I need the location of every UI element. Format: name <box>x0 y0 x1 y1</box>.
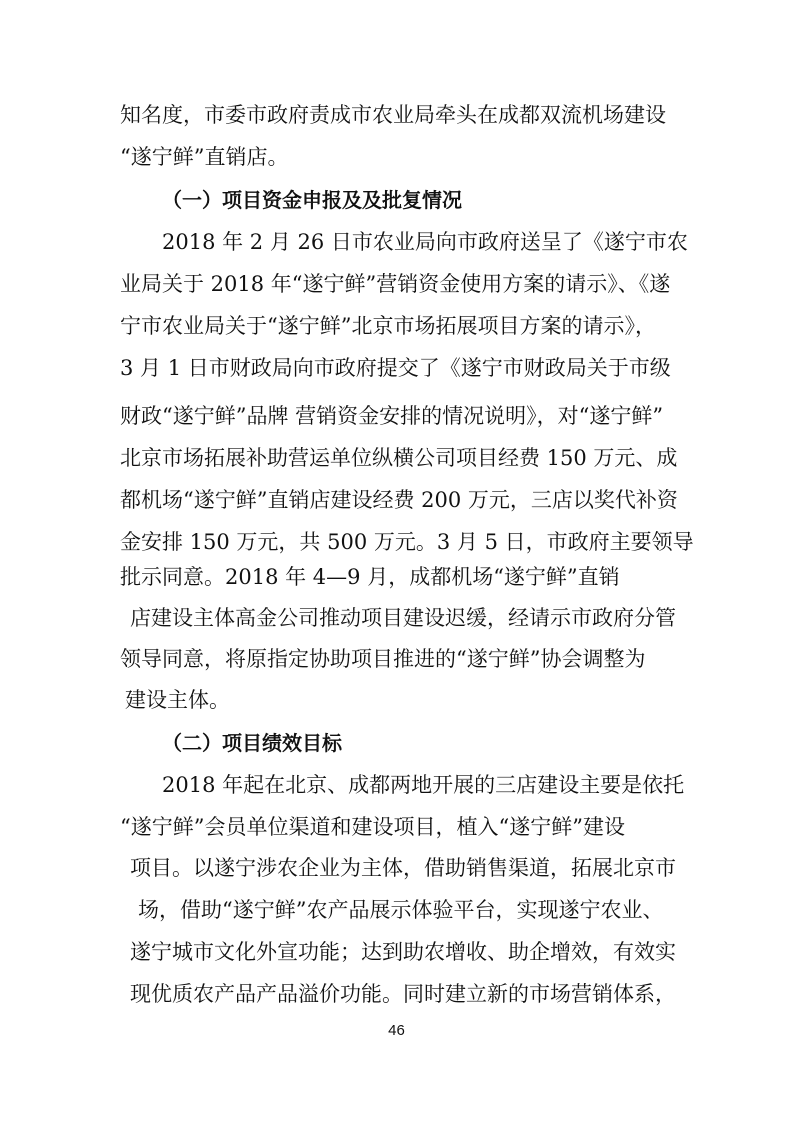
paragraph-line: 建设主体。 <box>125 688 230 712</box>
paragraph-line: 2018 年起在北京、成都两地开展的三店建设主要是依托 <box>162 773 685 797</box>
section-heading-1: （一）项目资金申报及及批复情况 <box>162 188 462 212</box>
paragraph-line: 领导同意，将原指定协助项目推进的“遂宁鲜”协会调整为 <box>120 647 646 671</box>
paragraph-line: 金安排 150 万元，共 500 万元。3 月 5 日，市政府主要领导 <box>120 530 694 554</box>
paragraph-line: 业局关于 2018 年“遂宁鲜”营销资金使用方案的请示》、《遂 <box>120 272 671 296</box>
paragraph-line: 场，借助“遂宁鲜”农产品展示体验平台，实现遂宁农业、 <box>138 898 664 922</box>
paragraph-line: 3 月 1 日市财政局向市政府提交了《遂宁市财政局关于市级 <box>120 356 671 380</box>
paragraph-line: “遂宁鲜”会员单位渠道和建设项目，植入“遂宁鲜”建设 <box>120 815 625 839</box>
paragraph-line: 2018 年 2 月 26 日市农业局向市政府送呈了《遂宁市农 <box>162 230 688 254</box>
paragraph-line: 遂宁城市文化外宣功能；达到助农增收、助企增效，有效实 <box>130 940 676 964</box>
paragraph-line: 批示同意。2018 年 4—9 月，成都机场“遂宁鲜”直销 <box>120 565 620 589</box>
paragraph-line: 店建设主体高金公司推动项目建设迟缓，经请示市政府分管 <box>130 606 676 630</box>
paragraph-line: 宁市农业局关于“遂宁鲜”北京市场拓展项目方案的请示》， <box>120 314 656 338</box>
paragraph-line: 知名度，市委市政府责成市农业局牵头在成都双流机场建设 <box>120 103 666 127</box>
page-number: 46 <box>388 1022 405 1039</box>
paragraph-line: 都机场“遂宁鲜”直销店建设经费 200 万元，三店以奖代补资 <box>120 488 678 512</box>
paragraph-line: 北京市场拓展补助营运单位纵横公司项目经费 150 万元、成 <box>120 446 678 470</box>
paragraph-line: 现优质农产品产品溢价功能。同时建立新的市场营销体系， <box>130 982 676 1006</box>
paragraph-line: 项目。以遂宁涉农企业为主体，借助销售渠道，拓展北京市 <box>130 856 676 880</box>
paragraph-line: “遂宁鲜”直销店。 <box>120 145 289 169</box>
section-heading-2: （二）项目绩效目标 <box>162 731 342 755</box>
paragraph-line: 财政“遂宁鲜”品牌 营销资金安排的情况说明》，对“遂宁鲜” <box>120 404 664 428</box>
